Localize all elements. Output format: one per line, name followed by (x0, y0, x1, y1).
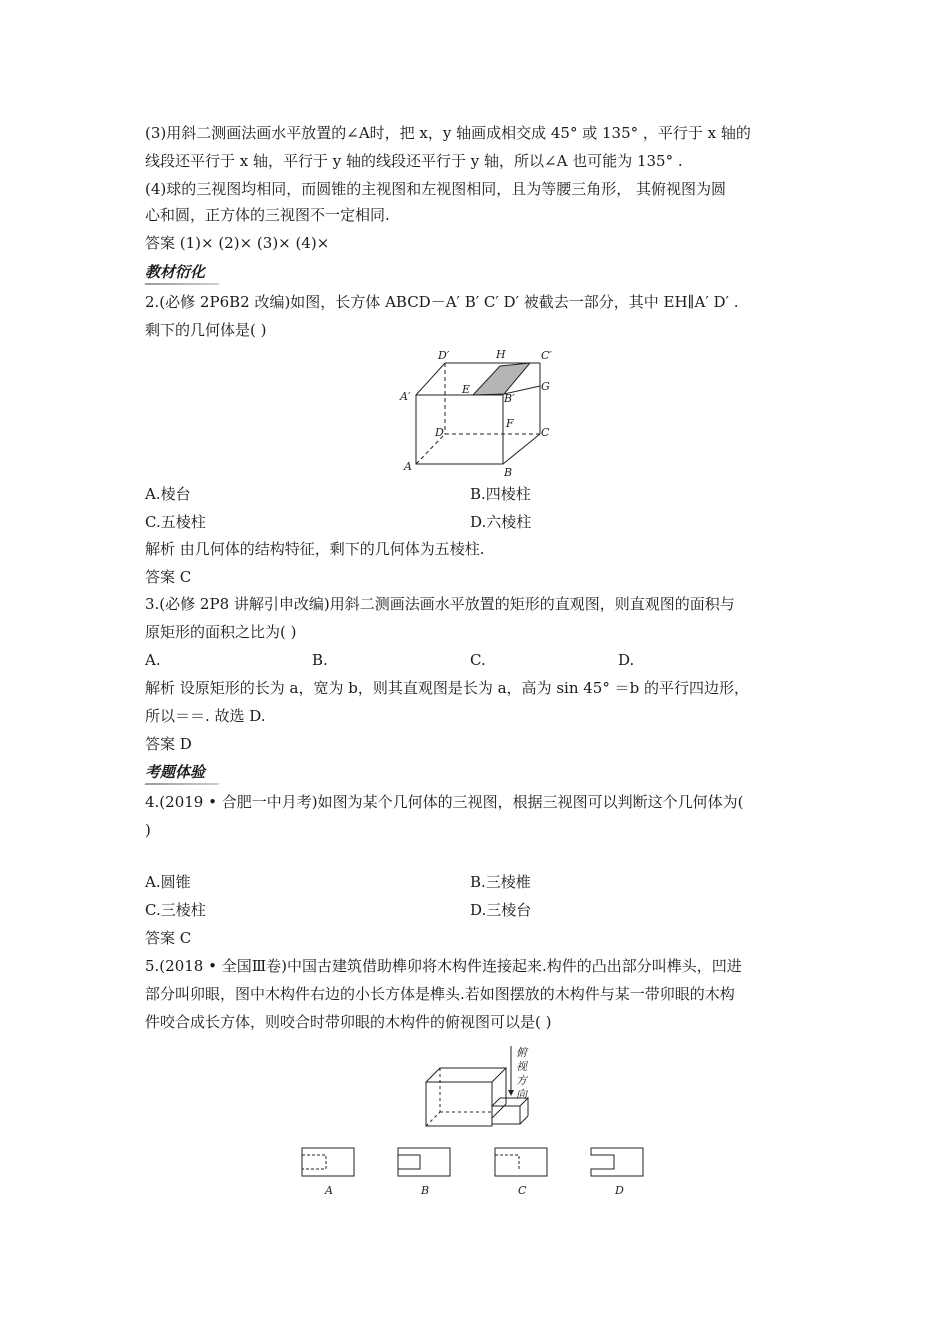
analysis-line: 解析 设原矩形的长为 a，宽为 b，则其直观图是长为 a，高为 sin 45° ＝b 的平行四边形， (145, 679, 749, 697)
option-a: A.棱台 (145, 485, 191, 503)
analysis-line: 解析 由几何体的结构特征，剩下的几何体为五棱柱. (145, 540, 485, 558)
view-option-label: D (615, 1184, 624, 1197)
option-b: B. (312, 651, 328, 669)
vertex-label: A′ (400, 390, 411, 403)
vertex-label: H (496, 348, 506, 361)
option-c: C.三棱柱 (145, 901, 206, 919)
answer-line: 答案 (1)× (2)× (3)× (4)× (145, 234, 330, 252)
view-direction-char: 视 (516, 1060, 527, 1073)
question-4-stem: ) (145, 821, 151, 839)
answer-line: 答案 C (145, 929, 192, 947)
vertex-label: A (404, 460, 412, 473)
text-line: (4)球的三视图均相同，而圆锥的主视图和左视图相同，且为等腰三角形， 其俯视图为圆 (145, 180, 727, 198)
vertex-label: F (506, 417, 514, 430)
option-a: A. (145, 651, 161, 669)
question-3-stem: 原矩形的面积之比为( ) (145, 623, 297, 641)
option-views (298, 1144, 648, 1200)
cuboid-figure (395, 346, 565, 478)
vertex-label: G (541, 380, 550, 393)
question-5-stem: 件咬合成长方体，则咬合时带卯眼的木构件的俯视图可以是( ) (145, 1013, 552, 1031)
question-5-stem: 5.(2018 • 全国Ⅲ卷)中国古建筑借助榫卯将木构件连接起来.构件的凸出部分叫榫头，凹进 (145, 957, 742, 975)
option-a: A.圆锥 (145, 873, 191, 891)
vertex-label: D (435, 426, 444, 439)
view-option-label: A (325, 1184, 333, 1197)
view-option-a (302, 1148, 354, 1197)
option-b: B.四棱柱 (470, 485, 531, 503)
option-d: D.三棱台 (470, 901, 532, 919)
answer-line: 答案 D (145, 735, 192, 753)
option-d: D.六棱柱 (470, 513, 532, 531)
view-option-d (591, 1148, 643, 1197)
answer-line: 答案 C (145, 568, 192, 586)
text-line: 线段还平行于 x 轴，平行于 y 轴的线段还平行于 y 轴，所以∠A 也可能为 135° . (145, 152, 683, 170)
question-2-stem: 2.(必修 2P6B2 改编)如图，长方体 ABCD－A′ B′ C′ D′ 被截去一部分，其中 EH∥A′ D′ . (145, 293, 739, 311)
question-2-stem: 剩下的几何体是( ) (145, 321, 267, 339)
option-b: B.三棱椎 (470, 873, 531, 891)
vertex-label: D′ (438, 349, 450, 362)
option-d: D. (618, 651, 635, 669)
question-5-stem: 部分叫卯眼，图中木构件右边的小长方体是榫头.若如图摆放的木构件与某一带卯眼的木构 (145, 985, 735, 1003)
question-4-stem: 4.(2019 • 合肥一中月考)如图为某个几何体的三视图，根据三视图可以判断这个几何体为( (145, 793, 744, 811)
view-option-b (398, 1148, 450, 1197)
vertex-label: B′ (504, 392, 515, 405)
section-heading: 教材衍化 (145, 263, 206, 281)
view-option-label: B (421, 1184, 430, 1197)
view-option-label: C (518, 1184, 527, 1197)
option-c: C. (470, 651, 486, 669)
view-option-c (495, 1148, 547, 1197)
vertex-label: E (462, 383, 471, 396)
analysis-line: 所以＝＝. 故选 D. (145, 707, 266, 725)
section-heading: 考题体验 (145, 763, 206, 781)
vertex-label: B (504, 466, 513, 478)
text-line: 心和圆，正方体的三视图不一定相同. (145, 206, 390, 224)
vertex-label: C′ (541, 349, 552, 362)
vertex-label: C (541, 426, 550, 439)
view-direction-char: 向 (516, 1088, 527, 1101)
tenon-figure (420, 1042, 540, 1134)
view-direction-char: 方 (516, 1074, 527, 1087)
text-line: (3)用斜二测画法画水平放置的∠A时，把 x，y 轴画成相交成 45° 或 135° ，平行于 x 轴的 (145, 124, 751, 142)
question-3-stem: 3.(必修 2P8 讲解引申改编)用斜二测画法画水平放置的矩形的直观图，则直观图的面积与 (145, 595, 735, 613)
view-direction-char: 俯 (516, 1046, 527, 1059)
option-c: C.五棱柱 (145, 513, 206, 531)
